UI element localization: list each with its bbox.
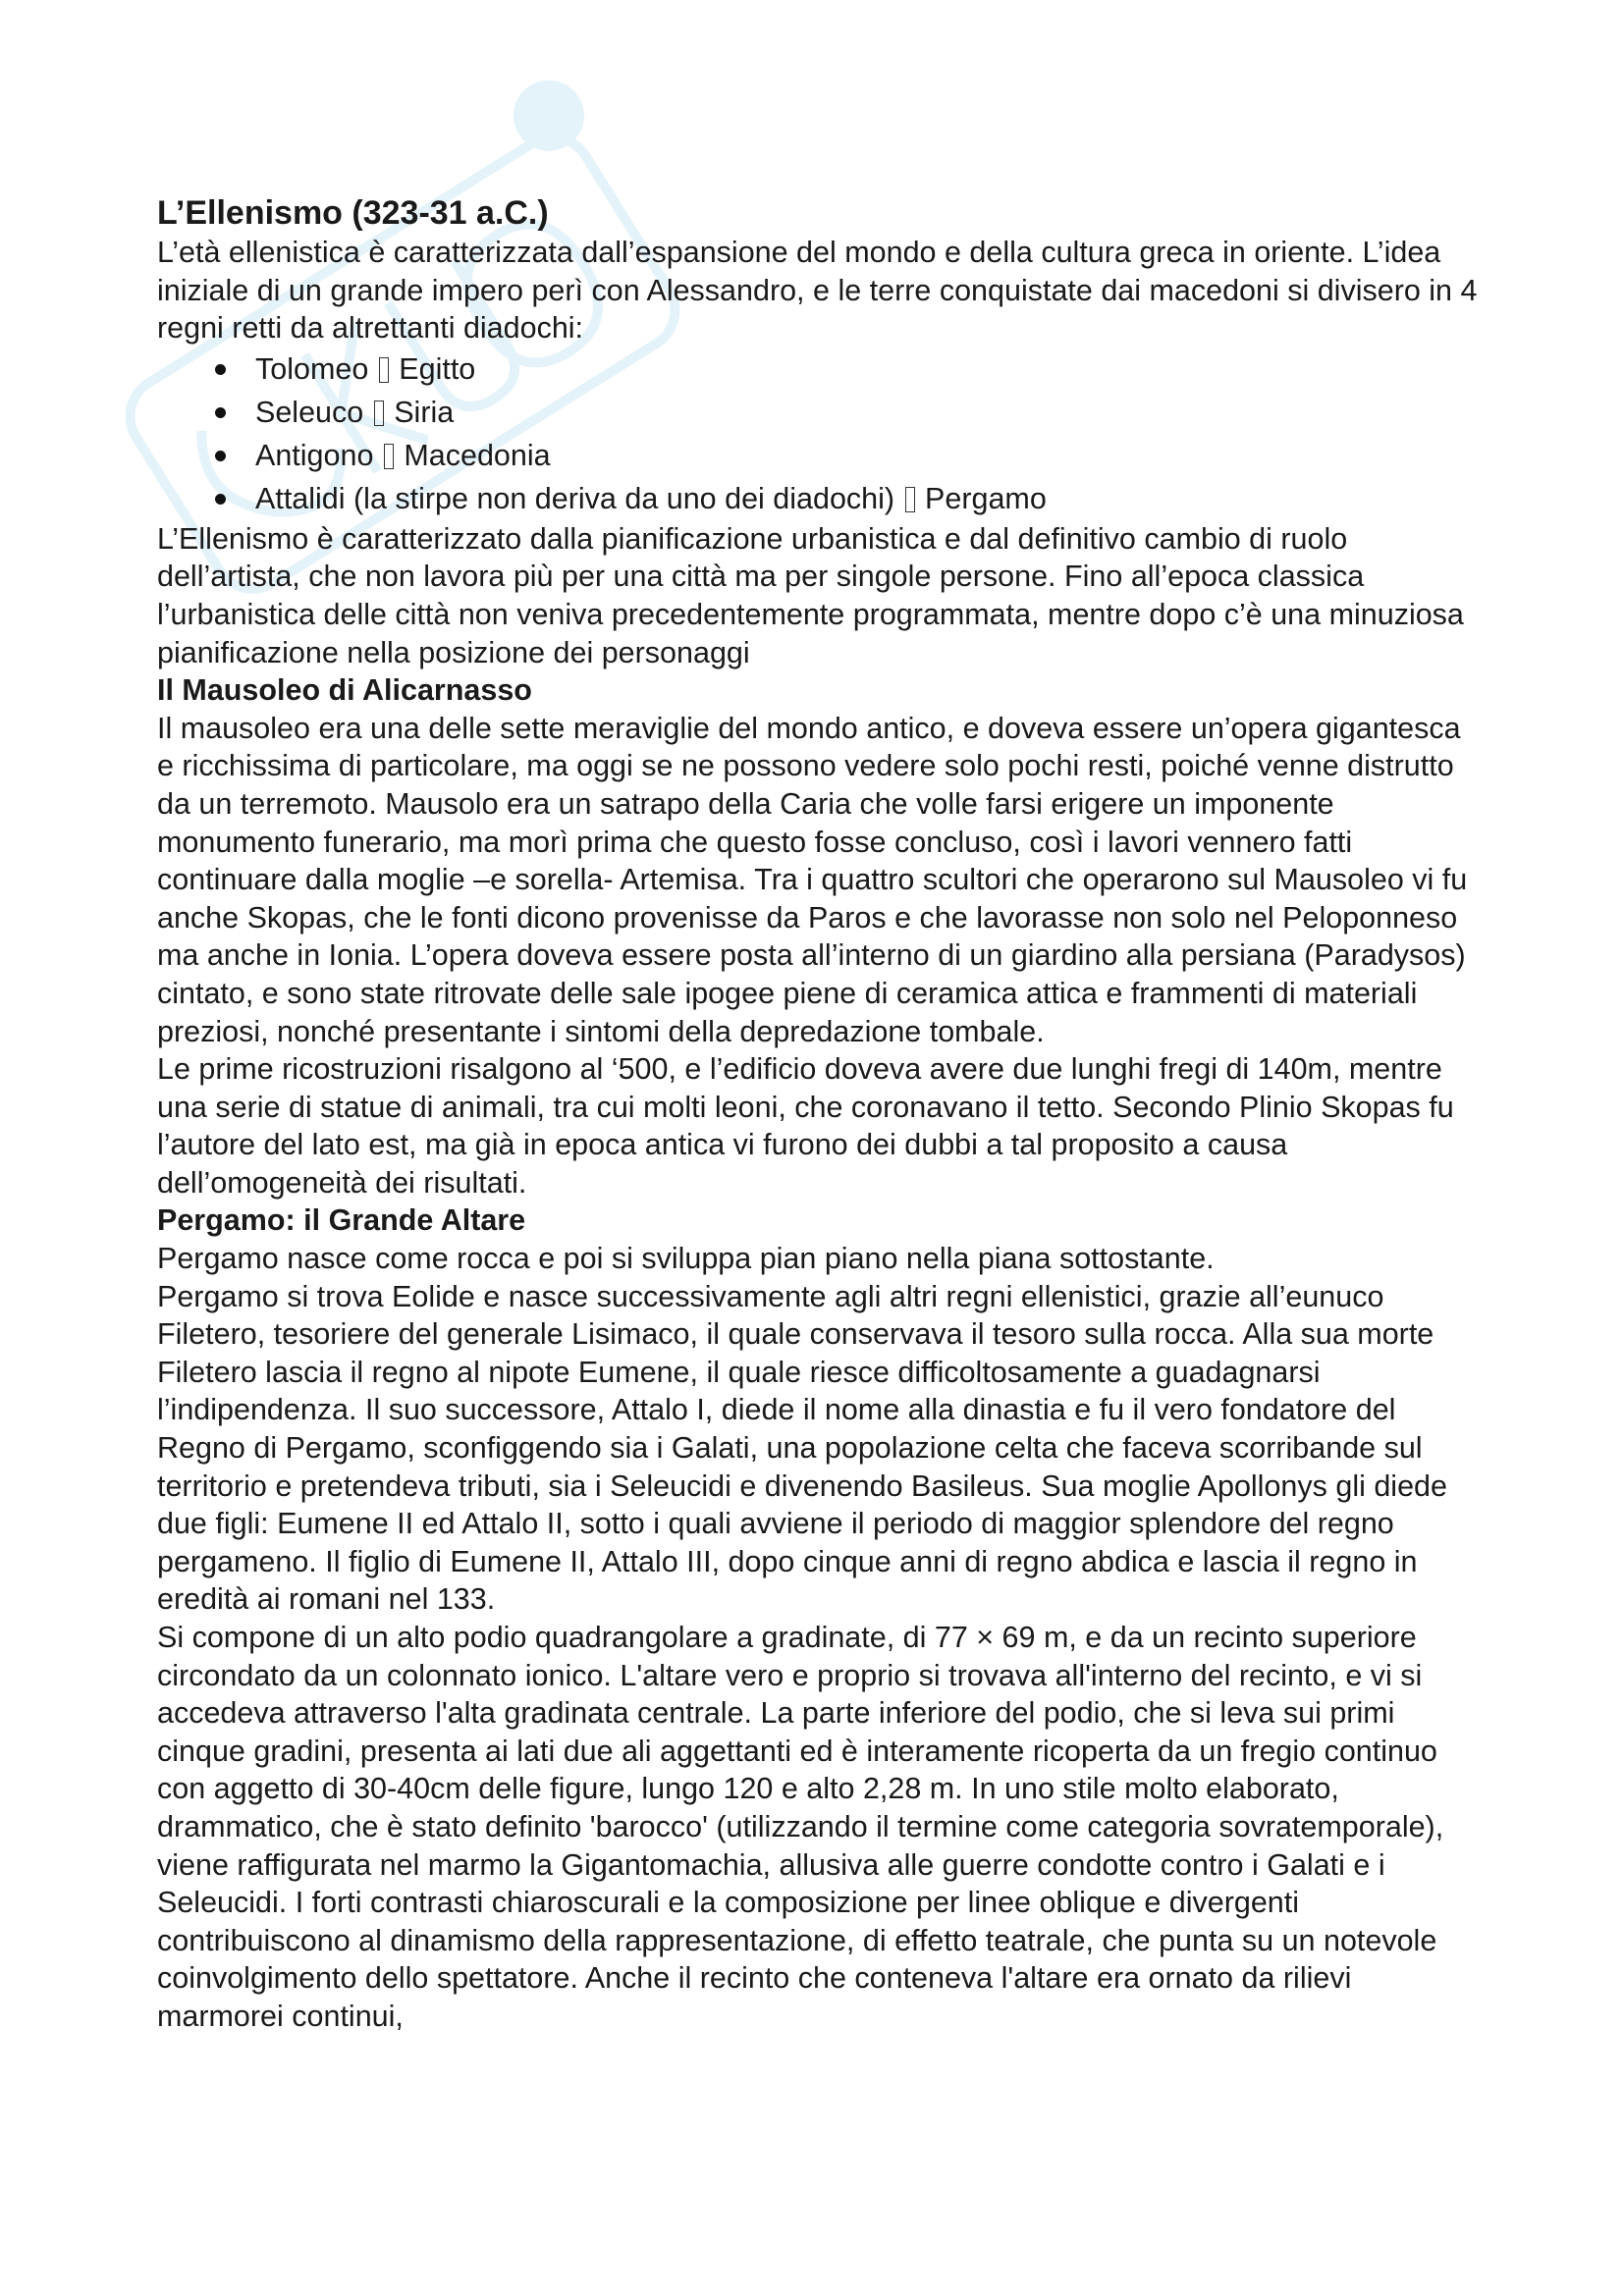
- missing-glyph-arrow-icon: [374, 400, 384, 426]
- bullet-icon: [215, 407, 226, 418]
- kingdom-region: Pergamo: [925, 481, 1047, 515]
- page-title: L’Ellenismo (323-31 a.C.): [157, 194, 549, 232]
- bullet-icon: [215, 451, 226, 461]
- kingdom-region: Egitto: [399, 351, 476, 386]
- kingdom-ruler: Antigono: [255, 438, 374, 472]
- bullet-icon: [215, 494, 226, 505]
- missing-glyph-arrow-icon: [905, 487, 915, 512]
- list-item: [255, 391, 1483, 434]
- pergamon-paragraph-2: Pergamo si trova Eolide e nasce successivamente agli altri regni ellenistici, grazie all’eunuco Filetero, tesoriere del generale Lisimaco, il quale conservava il tesoro sulla rocca. Alla sua morte Filetero lascia il regno al nipote Eumene, il quale riesce difficoltosamente a guadagnarsi l’indipendenza. Il suo successore, Attalo I, diede il nome alla dinastia e fu il vero fondatore del Regno di Pergamo, sconfiggendo sia i Galati, una popolazione celta che faceva scorribande sul territorio e pretendeva tributi, sia i Seleucidi e divenendo Basileus. Sua moglie Apollonys gli diede due figli: Eumene II ed Attalo II, sotto i quali avviene il periodo di maggior splendore del regno pergameno. Il figlio di Eumene II, Attalo III, dopo cinque anni di regno abdica e lascia il regno in eredità ai romani nel 133.: [157, 1279, 1447, 1617]
- intro-paragraph: L’età ellenistica è caratterizzata dall’espansione del mondo e della cultura greca in oriente. L’idea iniziale di un grande impero perì con Alessandro, e le terre conquistate dai macedoni si divisero in 4 regni retti da altrettanti diadochi:: [157, 236, 1478, 346]
- kingdom-ruler: Attalidi (la stirpe non deriva da uno dei diadochi): [255, 481, 895, 515]
- pergamon-paragraph-3: Si compone di un alto podio quadrangolare a gradinate, di 77 × 69 m, e da un recinto superiore circondato da un colonnato ionico. L'altare vero e proprio si trovava all'interno del recinto, e vi si accedeva attraverso l'alta gradinata centrale. La parte inferiore del podio, che si leva sui primi cinque gradini, presenta ai lati due ali aggettanti ed è interamente ricoperta da un fregio continuo con aggetto di 30-40cm delle figure, lungo 120 e alto 2,28 m. In uno stile molto elaborato, drammatico, che è stato definito 'barocco' (utilizzando il termine come categoria sovratemporale), viene raffigurata nel marmo la Gigantomachia, allusiva alle guerre condotte contro i Galati e i Seleucidi. I forti contrasti chiaroscurali e la composizione per linee oblique e divergenti contribuiscono al dinamismo della rappresentazione, di effetto teatrale, che punta su un notevole coinvolgimento dello spettatore. Anche il recinto che conteneva l'altare era ornato da rilievi marmorei continui,: [157, 1621, 1444, 2033]
- missing-glyph-arrow-icon: [384, 444, 394, 469]
- list-item: [255, 434, 1483, 477]
- document-page: [157, 192, 1483, 2036]
- kingdom-region: Macedonia: [404, 438, 551, 472]
- section-heading-pergamon: Pergamo: il Grande Altare: [157, 1203, 526, 1238]
- urbanism-paragraph: L’Ellenismo è caratterizzato dalla pianificazione urbanistica e dal definitivo cambio di ruolo dell’artista, che non lavora più per una città ma per singole persone. Fino all’epoca classica l’urbanistica delle città non veniva precedentemente programmata, mentre dopo c’è una minuziosa pianificazione nella posizione dei personaggi: [157, 521, 1464, 669]
- kingdom-ruler: Seleuco: [255, 395, 364, 429]
- mausoleum-paragraph-1: Il mausoleo era una delle sette meraviglie del mondo antico, e doveva essere un’opera gigantesca e ricchissima di particolare, ma oggi se ne possono vedere solo pochi resti, poiché venne distrutto da un terremoto. Mausolo era un satrapo della Caria che volle farsi erigere un imponente monumento funerario, ma morì prima che questo fosse concluso, così i lavori vennero fatti continuare dalla moglie –e sorella- Artemisa. Tra i quattro scultori che operarono sul Mausoleo vi fu anche Skopas, che le fonti dicono provenisse da Paros e che lavorasse non solo nel Peloponneso ma anche in Ionia. L’opera doveva essere posta all’interno di un giardino alla persiana (Paradysos) cintato, e sono state ritrovate delle sale ipogee piene di ceramica attica e frammenti di materiali preziosi, nonché presentante i sintomi della depredazione tombale.: [157, 711, 1468, 1048]
- list-item: [255, 347, 1483, 391]
- pergamon-paragraph-1: Pergamo nasce come rocca e poi si sviluppa pian piano nella piana sottostante.: [157, 1242, 1215, 1276]
- kingdom-ruler: Tolomeo: [255, 351, 369, 386]
- section-heading-mausoleum: Il Mausoleo di Alicarnasso: [157, 673, 532, 708]
- kingdom-region: Siria: [394, 395, 455, 429]
- kingdoms-list: [157, 347, 1483, 520]
- bullet-icon: [215, 364, 226, 375]
- missing-glyph-arrow-icon: [379, 357, 389, 383]
- mausoleum-paragraph-2: Le prime ricostruzioni risalgono al ‘500, e l’edificio doveva avere due lunghi fregi di 140m, mentre una serie di statue di animali, tra cui molti leoni, che coronavano il tetto. Secondo Plinio Skopas fu l’autore del lato est, ma già in epoca antica vi furono dei dubbi a tal proposito a causa dell’omogeneità dei risultati.: [157, 1052, 1454, 1200]
- list-item: [255, 477, 1483, 520]
